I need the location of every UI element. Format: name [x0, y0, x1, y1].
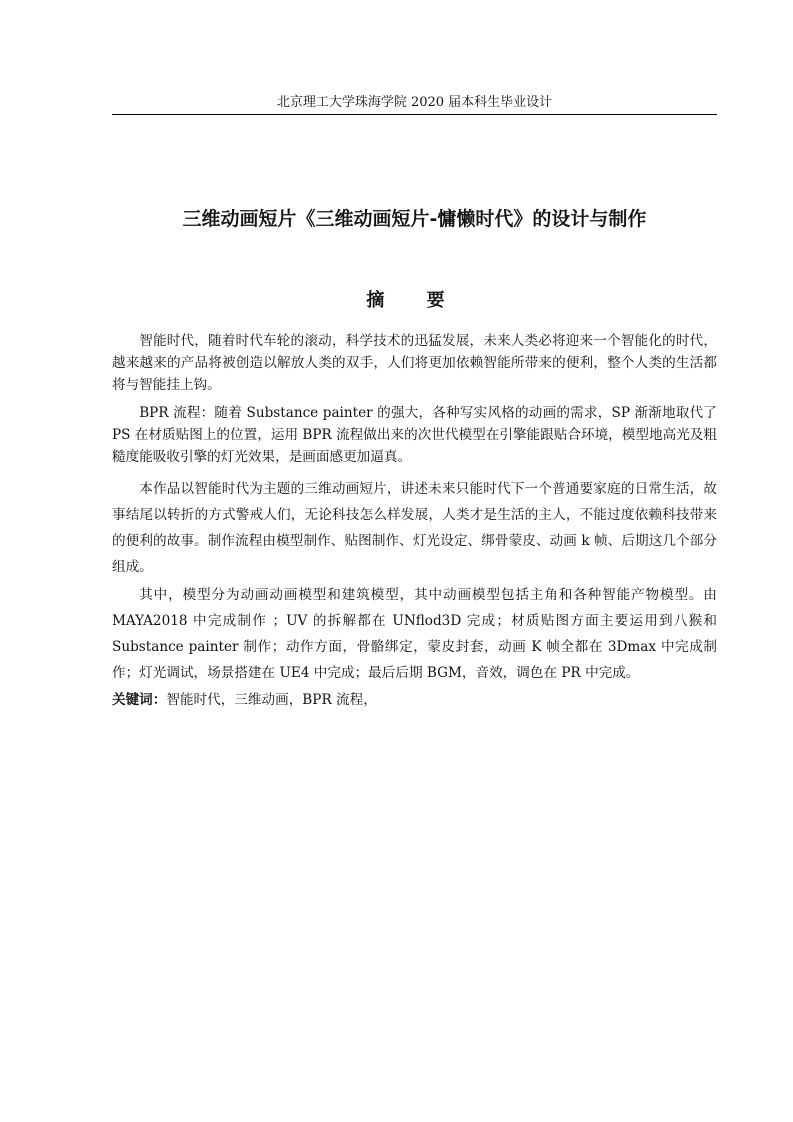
abstract-heading: 摘 要	[366, 290, 463, 311]
abstract-body	[112, 330, 717, 712]
abstract-paragraph: 本作品以智能时代为主题的三维动画短片，讲述未来只能时代下一个普通要家庭的日常生活，故事结尾以转折的方式警戒人们，无论科技怎么样发展，人类才是生活的主人，不能过度依赖科技带来的便利的故事。制作流程由模型制作、贴图制作、灯光设定、绑骨蒙皮、动画 k 帧、后期这几个部分组成。	[112, 481, 717, 575]
header-divider	[112, 114, 717, 115]
keywords-label: 关键词：	[112, 692, 167, 708]
abstract-paragraph: 智能时代，随着时代车轮的滚动，科学技术的迅猛发展，未来人类必将迎来一个智能化的时代，越来越来的产品将被创造以解放人类的双手，人们将更加依赖智能所带来的便利，整个人类的生活都将与智能挂上钩。	[112, 333, 717, 393]
page-header: 北京理工大学珠海学院 2020 届本科生毕业设计	[276, 95, 553, 110]
abstract-paragraph: BPR 流程：随着 Substance painter 的强大，各种写实风格的动画的需求，SP 渐渐地取代了 PS 在材质贴图上的位置，运用 BPR 流程做出来的次世代模型在引擎能跟贴合环境，模型地高光及粗糙度能吸收引擎的灯光效果，是画面感更加逼真。	[112, 405, 717, 465]
abstract-paragraph: 其中，模型分为动画动画模型和建筑模型，其中动画模型包括主角和各种智能产物模型。由 MAYA2018 中完成制作 ；UV 的拆解都在 UNflod3D 完成；材质贴图方面主要运用到八猴和 Substance painter 制作；动作方面，骨骼绑定，蒙皮封套，动画 K 帧全都在 3Dmax 中完成制作；灯光调试，场景搭建在 UE4 中完成；最后后期 BGM，音效，调色在 PR 中完成。	[112, 587, 717, 681]
document-title: 三维动画短片《三维动画短片-慵懒时代》的设计与制作	[182, 208, 647, 230]
keywords-line	[112, 688, 717, 712]
keywords-text: 智能时代，三维动画，BPR 流程，	[166, 692, 377, 708]
